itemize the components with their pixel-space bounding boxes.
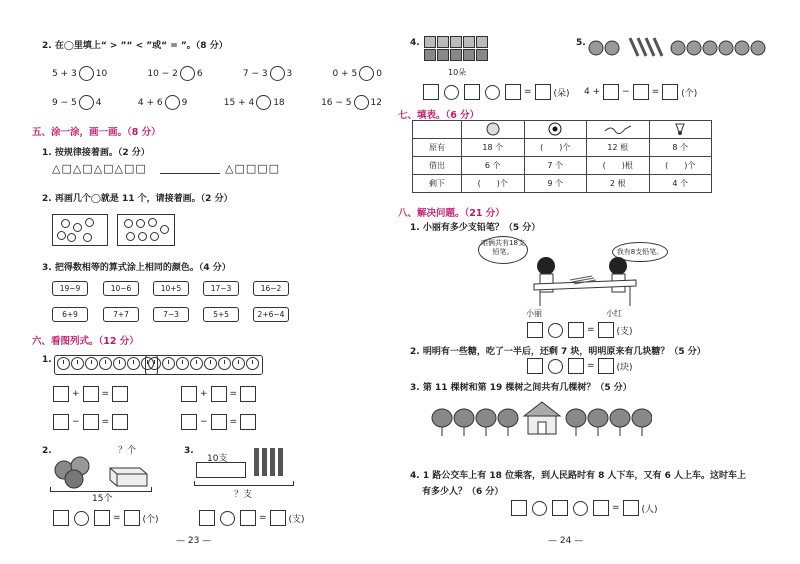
sec6-q1-label: 1.: [42, 355, 52, 365]
expr-card[interactable]: 19−9: [52, 281, 88, 296]
sec6-q2-label: 2.: [42, 446, 52, 456]
table-cell[interactable]: ( )个: [524, 139, 587, 157]
right-q4-label: 4.: [410, 38, 420, 48]
pattern-blank-line[interactable]: [160, 173, 220, 174]
answer-box[interactable]: [527, 322, 543, 338]
pencil-box: [196, 462, 246, 478]
flower-caption: 10朵: [448, 68, 467, 77]
table-cell[interactable]: ( )根: [587, 157, 650, 175]
answer-circle[interactable]: [359, 66, 374, 81]
answer-box[interactable]: [511, 500, 527, 516]
sec5-q2: 2. 再画几个◯就是 11 个，请接着画。（2 分）: [42, 194, 233, 204]
sec8-q1: 1. 小丽有多少支铅笔？（5 分）: [410, 223, 541, 233]
name-xiaohong: 小红: [606, 309, 622, 318]
answer-box[interactable]: [527, 358, 543, 374]
bubble-text: 咱俩共有18支铅笔。: [481, 239, 525, 256]
sec5-q3: 3. 把得数相等的算式涂上相同的颜色。（4 分）: [42, 263, 231, 273]
circle-drawing-box-1: [52, 214, 108, 246]
q2-top-label: ？个: [118, 446, 137, 456]
equation-row: + =: [50, 386, 131, 402]
page-number-left: — 23 —: [176, 536, 212, 546]
compare-item: 4 + 6 9: [138, 95, 187, 110]
fruit-row-illustration: [588, 34, 768, 58]
answer-box[interactable]: [112, 414, 128, 430]
answer-box[interactable]: [181, 386, 197, 402]
answer-box[interactable]: [603, 84, 619, 100]
section-8-title: 八、解决问题。（21 分）: [398, 208, 505, 219]
shuttlecock-icon: [649, 121, 712, 139]
sec8-q4-line2: 有多少人？（6 分）: [422, 487, 504, 497]
table-row: [413, 139, 712, 157]
compare-item: 5 + 3 10: [52, 66, 107, 81]
answer-box[interactable]: [211, 414, 227, 430]
table-cell: 2 根: [587, 175, 650, 193]
answer-box[interactable]: [53, 414, 69, 430]
ball-icon: [462, 121, 525, 139]
sec8-q2: 2. 明明有一些糖，吃了一半后，还剩 7 块，明明原来有几块糖？（5 分）: [410, 347, 706, 357]
operator-circle[interactable]: [548, 359, 563, 374]
answer-box[interactable]: [240, 510, 256, 526]
expr-card[interactable]: 10+5: [153, 281, 189, 296]
expr-card[interactable]: 17−3: [203, 281, 239, 296]
expr-card[interactable]: 10−6: [103, 281, 139, 296]
page-number-right: — 24 —: [548, 536, 584, 546]
operator-circle[interactable]: [573, 501, 588, 516]
table-row: [413, 175, 712, 193]
expr-card[interactable]: 7+7: [103, 307, 139, 322]
table-cell: 18 个: [462, 139, 525, 157]
answer-box[interactable]: [568, 322, 584, 338]
expr-card[interactable]: 5+5: [203, 307, 239, 322]
circle-drawing-box-2[interactable]: [117, 214, 175, 246]
equation-row: = (人): [508, 500, 658, 516]
q2-bottom-label: 15个: [92, 494, 113, 504]
compare-item: 15 + 4 18: [224, 95, 285, 110]
table-header-row: [413, 121, 712, 139]
operator-circle[interactable]: [220, 511, 235, 526]
operator-circle[interactable]: [485, 85, 500, 100]
q3-bottom-label: ？支: [234, 490, 253, 500]
compare-item: 0 + 5 0: [333, 66, 382, 81]
answer-circle[interactable]: [165, 95, 180, 110]
answer-box[interactable]: [423, 84, 439, 100]
table-cell: 6 个: [462, 157, 525, 175]
answer-box[interactable]: [53, 386, 69, 402]
speech-bubble-1: [478, 236, 528, 264]
answer-box[interactable]: [94, 510, 110, 526]
operator-circle[interactable]: [74, 511, 89, 526]
bubble-text: 我有8支铅笔。: [616, 248, 664, 256]
equation-row: − =: [178, 414, 259, 430]
table-cell: 8 个: [649, 139, 712, 157]
section-7-title: 七、填表。（6 分）: [398, 110, 480, 121]
compare-item: 9 − 5 4: [52, 95, 101, 110]
fruit-illustration: [52, 452, 152, 490]
answer-box[interactable]: [535, 84, 551, 100]
section-5-title: 五、涂一涂，画一画。（8 分）: [32, 127, 161, 138]
answer-box[interactable]: [593, 500, 609, 516]
equation-row: = (块): [524, 358, 633, 374]
answer-box[interactable]: [240, 386, 256, 402]
answer-circle[interactable]: [79, 95, 94, 110]
compare-item: 7 − 3 3: [243, 66, 292, 81]
answer-box[interactable]: [568, 358, 584, 374]
expr-card[interactable]: 16−2: [253, 281, 289, 296]
sec5-q1: 1. 按规律接着画。（2 分）: [42, 148, 150, 158]
equation-row: = (支): [196, 510, 305, 526]
clock-group-2: [145, 355, 263, 375]
equation-row: 4 + − = (个): [584, 84, 697, 100]
answer-box[interactable]: [464, 84, 480, 100]
rope-icon: [587, 121, 650, 139]
equation-row: − =: [50, 414, 131, 430]
table-cell: 9 个: [524, 175, 587, 193]
answer-box[interactable]: [199, 510, 215, 526]
compare-item: 16 − 5 12: [321, 95, 382, 110]
operator-circle[interactable]: [532, 501, 547, 516]
answer-box[interactable]: [181, 414, 197, 430]
compare-item: 10 − 2 6: [147, 66, 202, 81]
children-table-illustration: [530, 254, 640, 308]
answer-circle[interactable]: [79, 66, 94, 81]
answer-box[interactable]: [211, 386, 227, 402]
right-q5-label: 5.: [576, 38, 586, 48]
pattern-shapes-2: △□□□□: [225, 162, 281, 175]
answer-box[interactable]: [623, 500, 639, 516]
trees-house-illustration: [430, 398, 652, 438]
answer-circle[interactable]: [354, 95, 369, 110]
answer-box[interactable]: [83, 386, 99, 402]
clock-group-1: [54, 355, 158, 375]
q3-brace: [194, 481, 294, 486]
answer-circle[interactable]: [180, 66, 195, 81]
expr-card[interactable]: 2+6−4: [253, 307, 289, 322]
sec8-q4-line1: 4. 1 路公交车上有 18 位乘客，到人民路时有 8 人下车，又有 6 人上车。这时车上: [410, 471, 747, 481]
table-cell: 12 根: [587, 139, 650, 157]
row-header: 剩下: [413, 175, 462, 193]
answer-box[interactable]: [598, 358, 614, 374]
answer-box[interactable]: [53, 510, 69, 526]
operator-circle[interactable]: [444, 85, 459, 100]
table-cell[interactable]: ( )个: [649, 157, 712, 175]
table-corner-cell: [413, 121, 462, 139]
answer-box[interactable]: [505, 84, 521, 100]
answer-box[interactable]: [662, 84, 678, 100]
answer-box[interactable]: [240, 414, 256, 430]
q3-box-label: 10支: [207, 454, 228, 464]
operator-circle[interactable]: [548, 323, 563, 338]
answer-box[interactable]: [598, 322, 614, 338]
table-cell: 7 个: [524, 157, 587, 175]
expr-card[interactable]: 6+9: [52, 307, 88, 322]
football-icon: [524, 121, 587, 139]
answer-box[interactable]: [83, 414, 99, 430]
answer-box[interactable]: [552, 500, 568, 516]
row-header: 原有: [413, 139, 462, 157]
answer-box[interactable]: [270, 510, 286, 526]
pattern-shapes: △□△□△□△□□: [52, 162, 147, 175]
left-q2-title: 2. 在◯里填上“ > ”“ < ”或“ = ”。（8 分）: [42, 41, 228, 51]
sec6-q3-label: 3.: [184, 446, 194, 456]
equation-row: = (个): [50, 510, 159, 526]
table-cell: 4 个: [649, 175, 712, 193]
flower-grid: [424, 36, 492, 61]
compare-grid: [52, 66, 382, 110]
answer-circle[interactable]: [270, 66, 285, 81]
section-6-title: 六、看图列式。（12 分）: [32, 336, 139, 347]
pencils-illustration: [252, 444, 292, 480]
answer-box[interactable]: [124, 510, 140, 526]
answer-circle[interactable]: [256, 95, 271, 110]
table-row: [413, 157, 712, 175]
equation-row: + =: [178, 386, 259, 402]
row-header: 借出: [413, 157, 462, 175]
sec8-q3: 3. 第 11 棵树和第 19 棵树之间共有几棵树？（5 分）: [410, 383, 632, 393]
name-xiaoli: 小丽: [526, 309, 542, 318]
answer-box[interactable]: [112, 386, 128, 402]
fill-table: [412, 120, 712, 193]
equation-row: = (朵): [420, 84, 570, 100]
equation-row: = (支): [524, 322, 633, 338]
table-cell[interactable]: ( )个: [462, 175, 525, 193]
expr-card[interactable]: 7−3: [153, 307, 189, 322]
answer-box[interactable]: [633, 84, 649, 100]
